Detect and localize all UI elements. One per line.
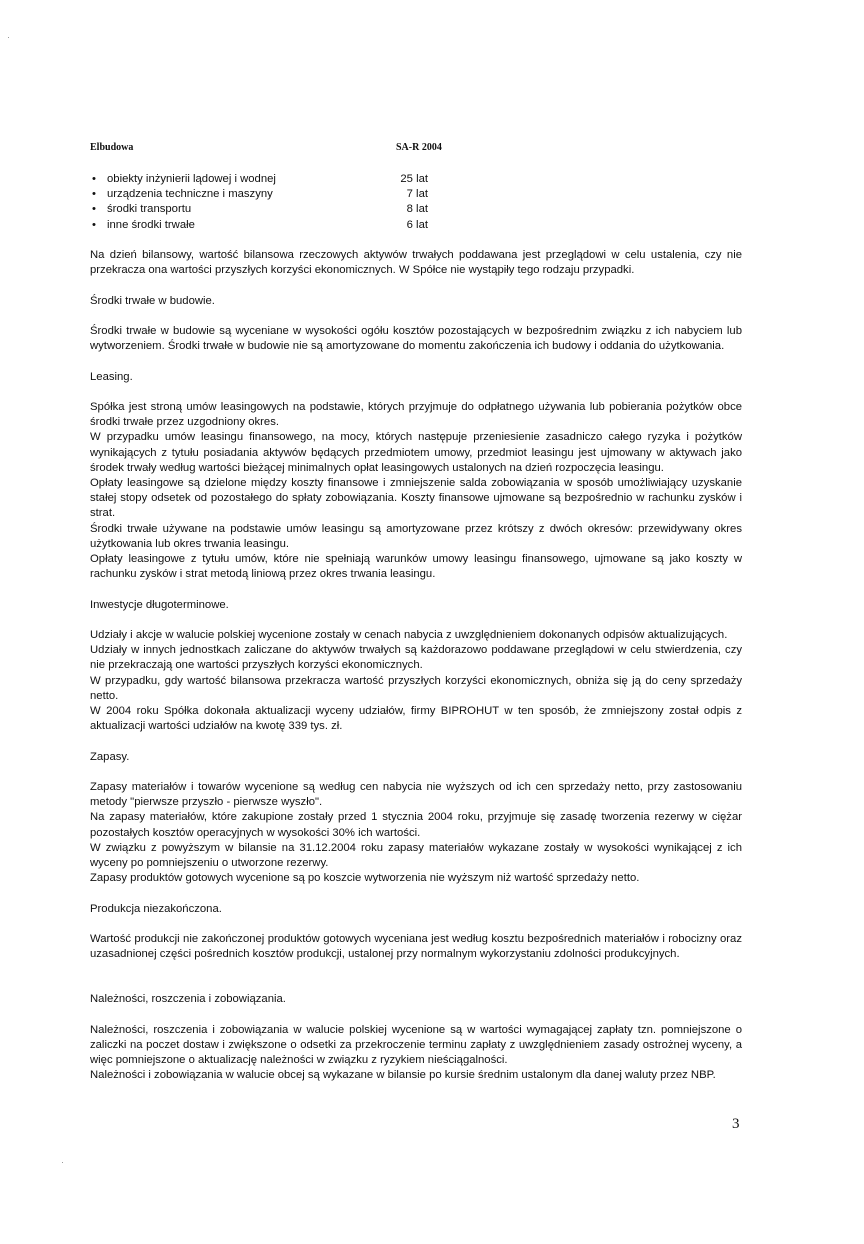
paragraph: W związku z powyższym w bilansie na 31.12.2004 roku zapasy materiałów wykazane zostały w wysokości wynikającej z ich wyceny po pomniejszeniu o utworzone rezerwy. — [90, 841, 742, 869]
paragraph: W 2004 roku Spółka dokonała aktualizacji wyceny udziałów, firmy BIPROHUT w ten sposób, że zmniejszony został odpis z aktualizacji wartości udziałów na kwotę 339 tys. zł. — [90, 704, 742, 733]
paragraph: W przypadku, gdy wartość bilansowa przekracza wartość przyszłych korzyści ekonomicznych, obniża się ją do ceny sprzedaży netto. — [90, 674, 742, 702]
paragraph: Opłaty leasingowe z tytułu umów, które nie spełniają warunków umowy leasingu finansowego, ujmowane są jako koszty w rachunku zysków i strat metodą liniową przez okres trwania leasingu. — [90, 552, 742, 581]
section-title-receivables: Należności, roszczenia i zobowiązania. — [90, 993, 286, 1006]
paragraph: W przypadku umów leasingu finansowego, na mocy, których następuje przeniesienie zasadniczo całego ryzyka i pożytków wynikających z tytułu posiadania aktywów będących przedmiotem umowy, przedmiot leasingu jest ujmowany w aktywach jako środek trwały według wartości bieżącej minimalnych opłat leasingowych ustalonych na dzień rozpoczęcia leasingu. — [90, 431, 742, 474]
asset-category: urządzenia techniczne i maszyny — [107, 188, 273, 201]
section-title-leasing: Leasing. — [90, 370, 133, 383]
bullet-icon: • — [92, 173, 96, 185]
section-title-construction: Środki trwałe w budowie. — [90, 294, 215, 307]
paragraph: Środki trwałe w budowie są wyceniane w wysokości ogółu kosztów pozostających w bezpośrednim związku z ich nabyciem lub wytworzeniem. Środki trwałe w budowie nie są amortyzowane do momentu zakończenia ich budowy i oddania do użytkowania. — [90, 324, 742, 353]
scan-speck — [8, 37, 9, 38]
bullet-icon: • — [92, 188, 96, 201]
page-number: 3 — [732, 1116, 740, 1132]
paragraph: Spółka jest stroną umów leasingowych na podstawie, których przyjmuje do odpłatnego używania lub pobierania pożytków obce środki trwałe przez uzgodniony okres. — [90, 400, 742, 429]
company-name: Elbudowa — [90, 142, 134, 153]
list-item — [90, 218, 742, 233]
paragraph: Opłaty leasingowe są dzielone między koszty finansowe i zmniejszenie salda zobowiązania w sposób umożliwiający uzyskanie stałej stopy odsetek od pozostałego do spłaty zobowiązania. Koszty finansowe ujmowane są bezpośrednio w rachunku zysków i strat. — [90, 476, 742, 520]
report-id: SA-R 2004 — [396, 142, 442, 153]
paragraph: Udziały i akcje w walucie polskiej wycenione zostały w cenach nabycia z uwzględnieniem dokonanych odpisów aktualizujących. — [90, 628, 728, 641]
bullet-icon: • — [92, 218, 96, 231]
section-title-wip: Produkcja niezakończona. — [90, 902, 222, 915]
paragraph: Należności, roszczenia i zobowiązania w walucie polskiej wycenione są w wartości wymagającej zapłaty tzn. pomniejszone o zaliczki na poczet dostaw i zwiększone o odsetki za przekroczenie terminu zapłaty z uwzględnieniem zasady ostrożnej wyceny, a więc pomniejszone o aktualizację należności w związku z ryzykiem nieściągalności. — [90, 1023, 742, 1067]
paragraph: Należności i zobowiązania w walucie obcej są wykazane w bilansie po kursie średnim ustalonym dla danej waluty przez NBP. — [90, 1069, 716, 1082]
document-body — [90, 172, 742, 1084]
paragraph: Udziały w innych jednostkach zaliczane do aktywów trwałych są każdorazowo poddawane przeglądowi w celu stwierdzenia, czy nie przekraczają one wartości przyszłych korzyści ekonomicznych. — [90, 644, 742, 672]
bullet-icon: • — [92, 203, 96, 216]
paragraph: Wartość produkcji nie zakończonej produktów gotowych wyceniana jest według kosztu bezpośrednich materiałów i robocizny oraz uzasadnionej części pośrednich kosztów produkcji, ustalonej przy normalnym wykorzystaniu zdolności produkcyjnych. — [90, 932, 742, 961]
depreciation-period: 25 lat — [400, 173, 428, 185]
paragraph: Zapasy produktów gotowych wycenione są po koszcie wytworzenia nie wyższym niż wartość sprzedaży netto. — [90, 872, 640, 885]
paragraph: Zapasy materiałów i towarów wycenione są według cen nabycia nie wyższych od ich cen sprzedaży netto, przy zastosowaniu metody "pierwsze przyszło - pierwsze wyszło". — [90, 780, 742, 809]
depreciation-period: 8 lat — [406, 203, 428, 216]
scan-speck — [62, 1162, 63, 1163]
list-item — [90, 172, 742, 187]
asset-category: obiekty inżynierii lądowej i wodnej — [107, 173, 276, 185]
paragraph: Na zapasy materiałów, które zakupione zostały przed 1 stycznia 2004 roku, przyjmuje się zasadę tworzenia rezerwy w ciężar pozostałych kosztów operacyjnych w wysokości 30% ich wartości. — [90, 811, 742, 839]
list-item — [90, 202, 742, 217]
paragraph: Środki trwałe używane na podstawie umów leasingu są amortyzowane przez krótszy z dwóch okresów: przewidywany okres użytkowania lub okres trwania leasingu. — [90, 522, 742, 550]
asset-category: środki transportu — [107, 203, 192, 216]
list-item — [90, 187, 742, 202]
depreciation-period: 6 lat — [406, 218, 428, 231]
intro-paragraph: Na dzień bilansowy, wartość bilansowa rzeczowych aktywów trwałych poddawana jest przeglądowi w celu ustalenia, czy nie przekracza ona wartości przyszłych korzyści ekonomicznych. W Spółce nie wystąpiły tego rodzaju przypadki. — [90, 248, 742, 277]
section-title-investments: Inwestycje długoterminowe. — [90, 598, 229, 611]
section-title-inventory: Zapasy. — [90, 750, 130, 763]
asset-category: inne środki trwałe — [107, 218, 195, 231]
depreciation-list — [90, 172, 742, 233]
depreciation-period: 7 lat — [406, 188, 428, 201]
